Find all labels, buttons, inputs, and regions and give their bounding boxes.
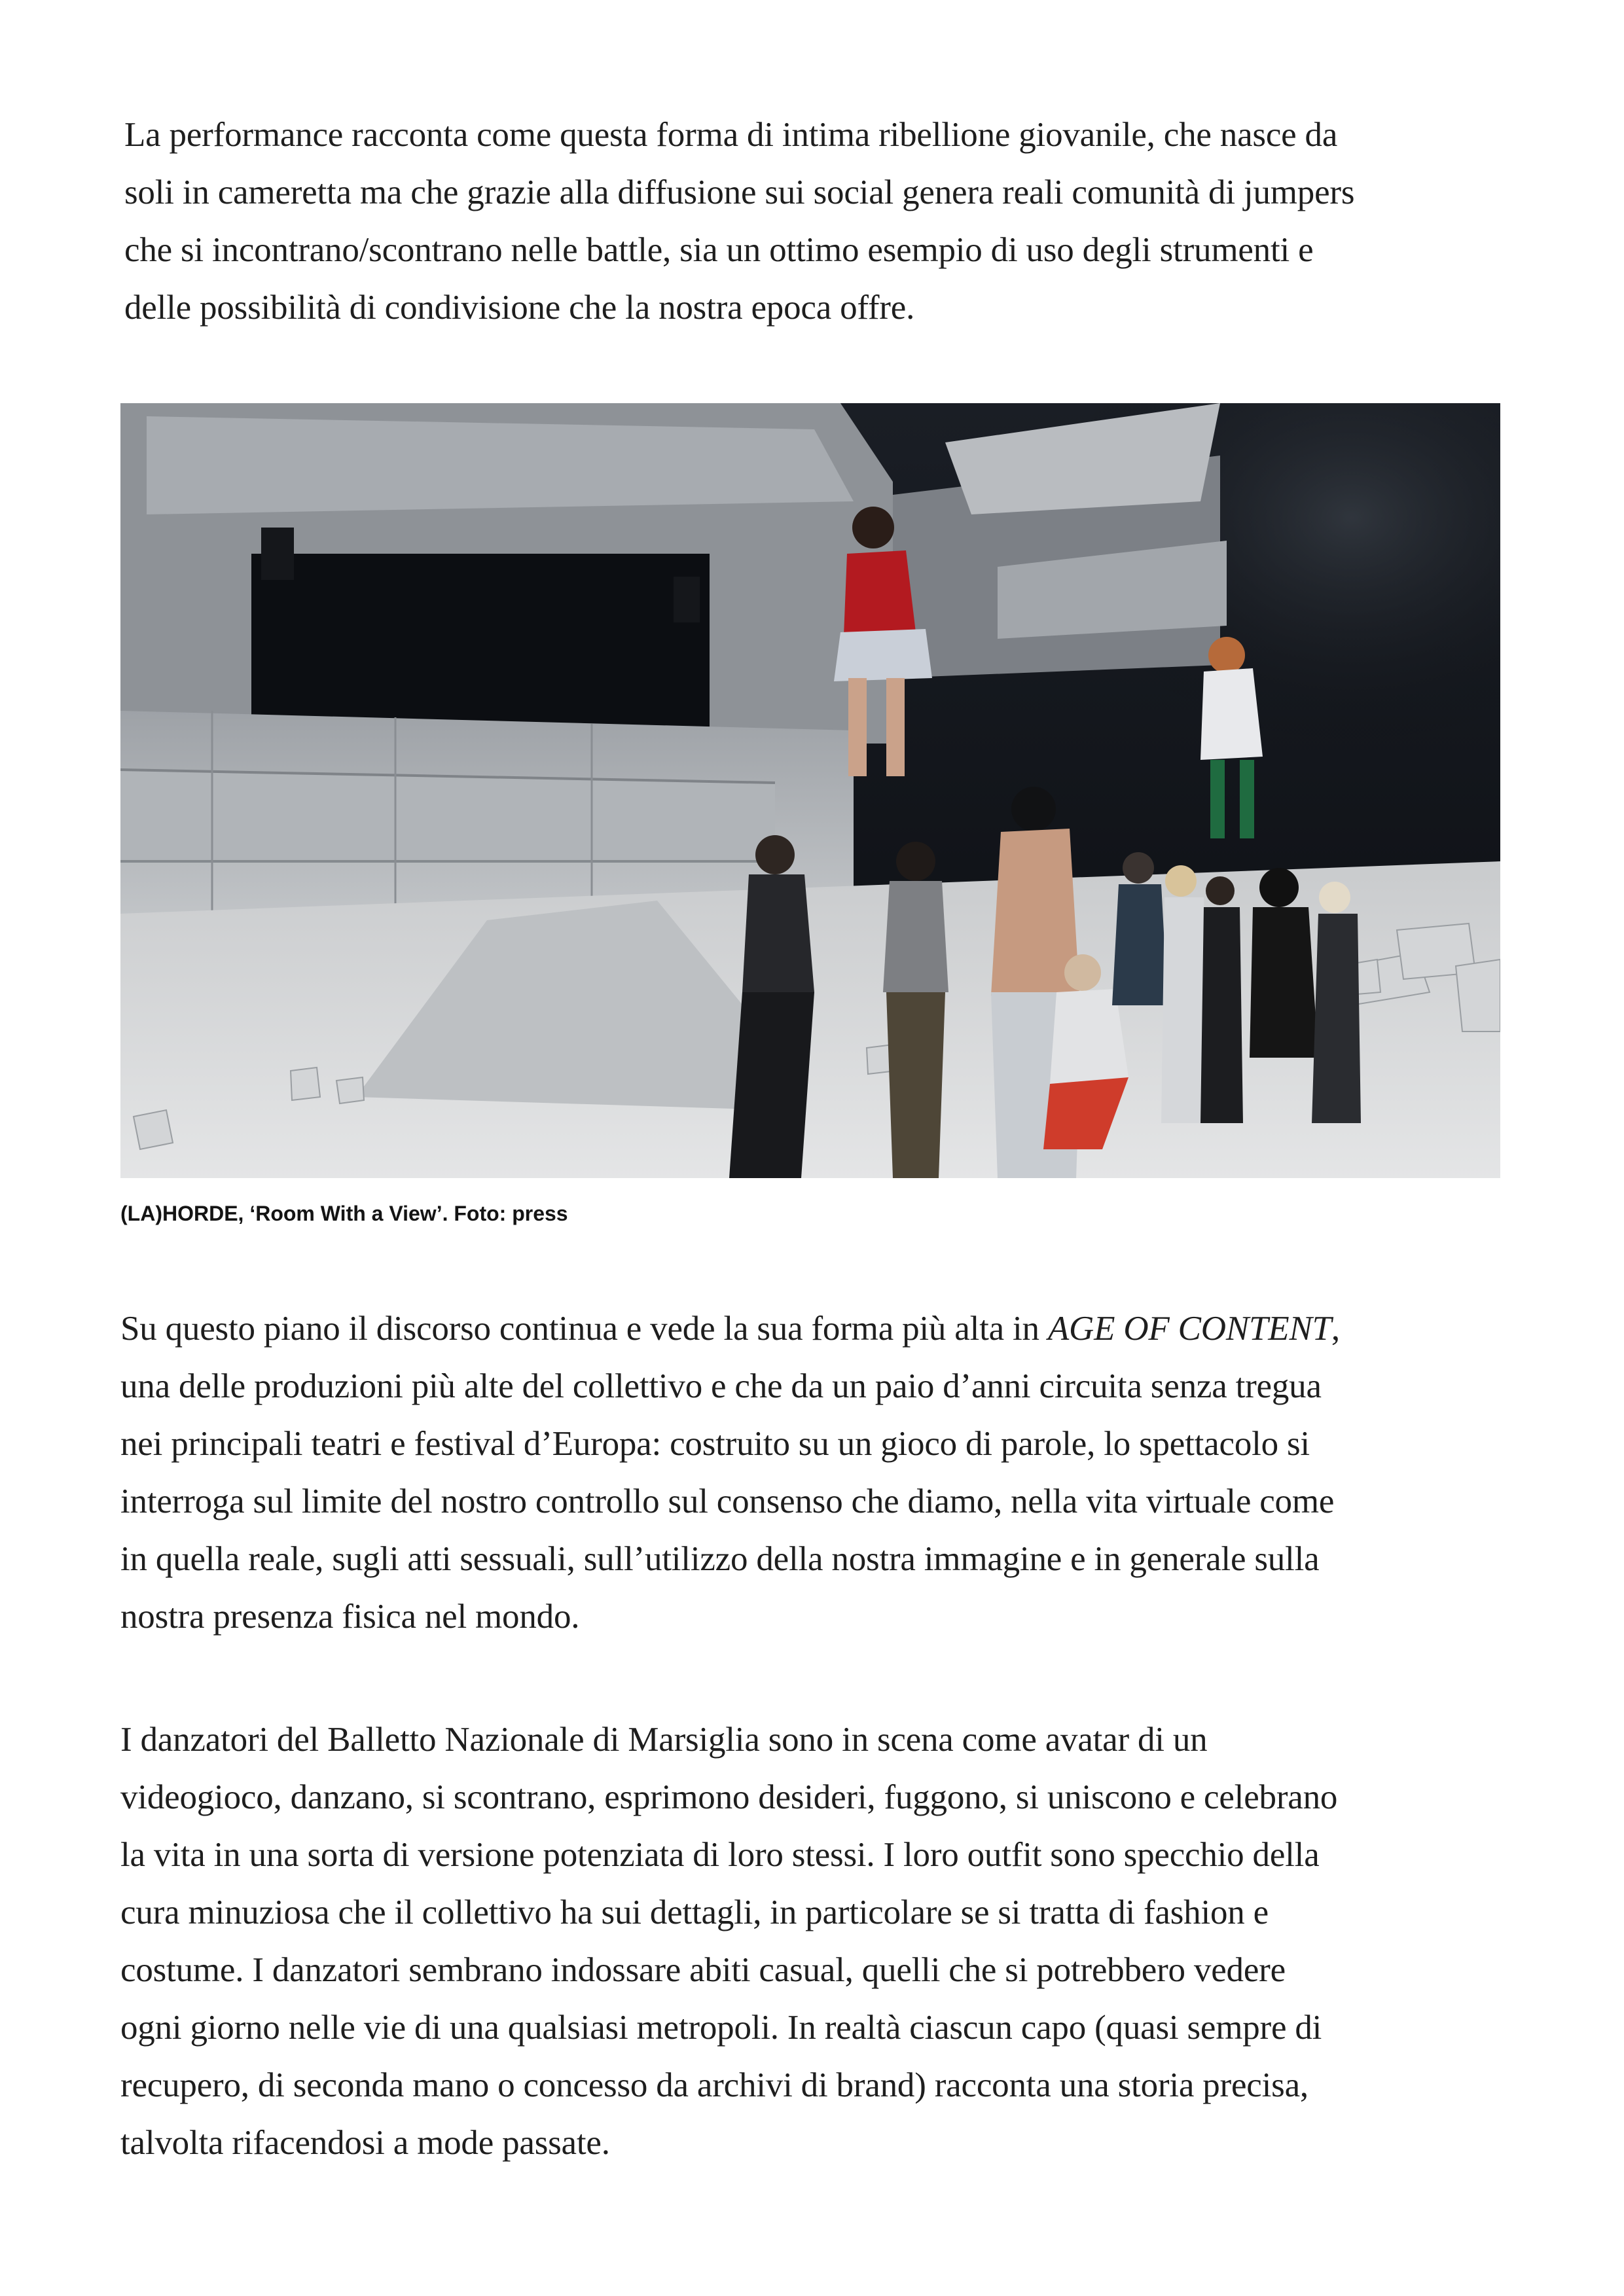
- paragraph-line: nostra presenza fisica nel mondo.: [120, 1598, 580, 1636]
- paragraph-line: che si incontrano/scontrano nelle battle, sia un ottimo esempio di uso degli strumenti e: [124, 231, 1314, 269]
- paragraph-line: videogioco, danzano, si scontrano, esprimono desideri, fuggono, si uniscono e celebrano: [120, 1778, 1338, 1816]
- paragraph-text: Su questo piano il discorso continua e vede la sua forma più alta in: [120, 1310, 1048, 1348]
- photo-caption: (LA)HORDE, ‘Room With a View’. Foto: press: [120, 1202, 568, 1225]
- paragraph-line: delle possibilità di condivisione che la nostra epoca offre.: [124, 289, 915, 327]
- paragraph-line: ogni giorno nelle vie di una qualsiasi metropoli. In realtà ciascun capo (quasi sempre di: [120, 2009, 1322, 2047]
- paragraph-line: talvolta rifacendosi a mode passate.: [120, 2124, 610, 2162]
- paragraph-line: I danzatori del Balletto Nazionale di Marsiglia sono in scena come avatar di un: [120, 1721, 1208, 1759]
- show-title: AGE OF CONTENT: [1047, 1310, 1331, 1348]
- paragraph-line: interroga sul limite del nostro controllo sul consenso che diamo, nella vita virtuale come: [120, 1482, 1335, 1520]
- article-paragraph-intro: [124, 106, 1532, 336]
- stage-performance-photo: [120, 403, 1500, 1178]
- paragraph-line: la vita in una sorta di versione potenziata di loro stessi. I loro outfit sono specchio della: [120, 1836, 1320, 1874]
- paragraph-line: una delle produzioni più alte del collettivo e che da un paio d’anni circuita senza tregua: [120, 1367, 1322, 1405]
- article-paragraph-age-of-content: [120, 1300, 1528, 1645]
- paragraph-line: [120, 1300, 1528, 1357]
- paragraph-line: nei principali teatri e festival d’Europa: costruito su un gioco di parole, lo spettacolo si: [120, 1425, 1310, 1463]
- paragraph-line: in quella reale, sugli atti sessuali, sull’utilizzo della nostra immagine e in generale sulla: [120, 1540, 1320, 1578]
- paragraph-line: costume. I danzatori sembrano indossare abiti casual, quelli che si potrebbero vedere: [120, 1951, 1286, 1989]
- paragraph-line: La performance racconta come questa forma di intima ribellione giovanile, che nasce da: [124, 116, 1338, 154]
- paragraph-line: recupero, di seconda mano o concesso da archivi di brand) racconta una storia precisa,: [120, 2066, 1308, 2104]
- paragraph-line: soli in cameretta ma che grazie alla diffusione sui social genera reali comunità di jumpers: [124, 173, 1355, 211]
- paragraph-text: ,: [1331, 1310, 1340, 1348]
- paragraph-line: cura minuziosa che il collettivo ha sui dettagli, in particolare se si tratta di fashion e: [120, 1893, 1269, 1931]
- article-photo: [120, 403, 1500, 1178]
- article-paragraph-dancers: [120, 1711, 1528, 2172]
